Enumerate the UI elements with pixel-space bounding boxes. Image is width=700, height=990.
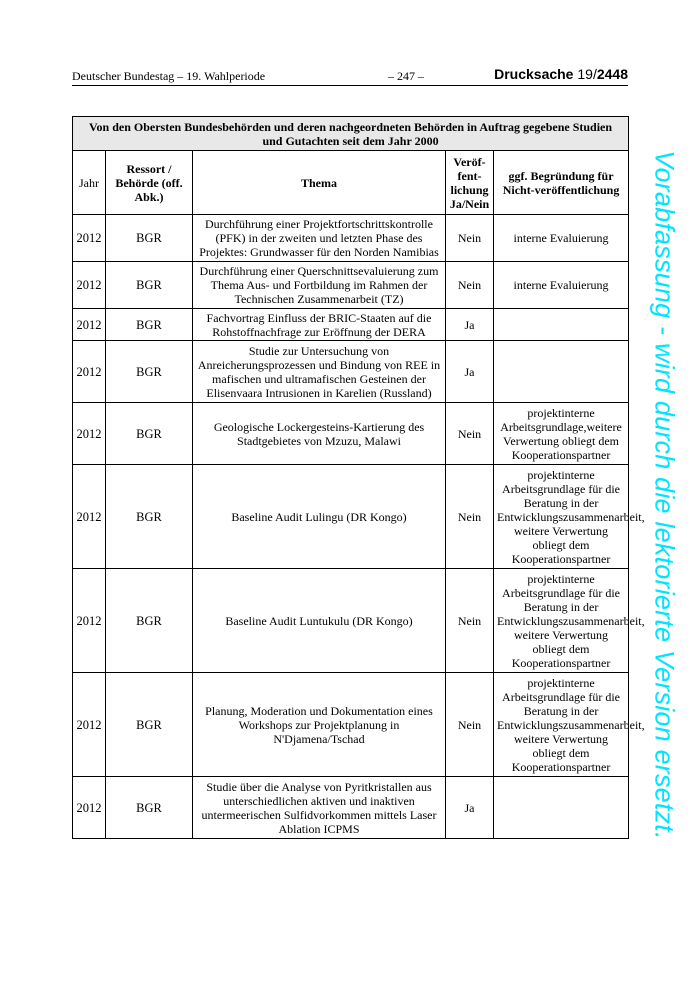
- cell-ressort: BGR: [106, 403, 193, 465]
- header-page-number: – 247 –: [388, 69, 424, 83]
- cell-begruendung: projektinterne Arbeitsgrundlage für die Beratung in der Entwicklungszusammenarbeit, weitere Verwertung obliegt dem Kooperationspartner: [494, 673, 629, 777]
- page-header: [72, 66, 628, 86]
- cell-begruendung: [494, 341, 629, 403]
- cell-begruendung: interne Evaluierung: [494, 262, 629, 309]
- cell-jahr: 2012: [73, 569, 106, 673]
- cell-jahr: 2012: [73, 262, 106, 309]
- col-header-ressort: Ressort / Behörde (off. Abk.): [106, 151, 193, 215]
- header-publication: Deutscher Bundestag – 19. Wahlperiode: [72, 69, 266, 83]
- cell-thema: Durchführung einer Projektfortschrittskontrolle (PFK) in der zweiten und letzten Phase des Projektes: Grundwasser für den Norden Namibias: [193, 215, 446, 262]
- cell-veroeffentlichung: Nein: [446, 673, 494, 777]
- drucksache-label: Drucksache: [494, 66, 574, 82]
- cell-ressort: BGR: [106, 215, 193, 262]
- header-drucksache: [494, 66, 628, 82]
- cell-jahr: 2012: [73, 341, 106, 403]
- drucksache-prefix: 19/: [577, 66, 597, 82]
- cell-thema: Planung, Moderation und Dokumentation eines Workshops zur Projektplanung in N'Djamena/Tschad: [193, 673, 446, 777]
- table-row: [73, 569, 629, 673]
- cell-ressort: BGR: [106, 465, 193, 569]
- cell-veroeffentlichung: Nein: [446, 465, 494, 569]
- cell-veroeffentlichung: Ja: [446, 777, 494, 839]
- cell-thema: Baseline Audit Luntukulu (DR Kongo): [193, 569, 446, 673]
- cell-jahr: 2012: [73, 309, 106, 341]
- cell-thema: Geologische Lockergesteins-Kartierung des Stadtgebietes von Mzuzu, Malawi: [193, 403, 446, 465]
- col-header-begruendung: ggf. Begründung für Nicht-veröffentlichung: [494, 151, 629, 215]
- table-row: [73, 262, 629, 309]
- header-rule: [72, 85, 628, 86]
- cell-begruendung: [494, 309, 629, 341]
- cell-veroeffentlichung: Nein: [446, 262, 494, 309]
- table-title: Von den Obersten Bundesbehörden und deren nachgeordneten Behörden in Auftrag gegebene Studien und Gutachten seit dem Jahr 2000: [73, 117, 629, 151]
- col-header-jahr: Jahr: [73, 151, 106, 215]
- cell-begruendung: projektinterne Arbeitsgrundlage,weitere Verwertung obliegt dem Kooperationspartner: [494, 403, 629, 465]
- table-title-row: [73, 117, 629, 151]
- table-row: [73, 777, 629, 839]
- cell-jahr: 2012: [73, 403, 106, 465]
- col-header-veroeffentlichung: Veröf-fent-lichung Ja/Nein: [446, 151, 494, 215]
- cell-thema: Studie über die Analyse von Pyritkristallen aus unterschiedlichen aktiven und inaktiven untermeerischen Sulfidvorkommen mittels Laser Ablation ICPMS: [193, 777, 446, 839]
- cell-ressort: BGR: [106, 341, 193, 403]
- table-row: [73, 309, 629, 341]
- cell-begruendung: interne Evaluierung: [494, 215, 629, 262]
- cell-ressort: BGR: [106, 777, 193, 839]
- cell-jahr: 2012: [73, 673, 106, 777]
- cell-ressort: BGR: [106, 569, 193, 673]
- cell-begruendung: projektinterne Arbeitsgrundlage für die Beratung in der Entwicklungszusammenarbeit, weitere Verwertung obliegt dem Kooperationspartner: [494, 569, 629, 673]
- table-row: [73, 673, 629, 777]
- cell-thema: Fachvortrag Einfluss der BRIC-Staaten auf die Rohstoffnachfrage zur Eröffnung der DERA: [193, 309, 446, 341]
- col-header-thema: Thema: [193, 151, 446, 215]
- table-row: [73, 465, 629, 569]
- table-row: [73, 403, 629, 465]
- cell-jahr: 2012: [73, 215, 106, 262]
- cell-ressort: BGR: [106, 262, 193, 309]
- cell-thema: Durchführung einer Querschnittsevaluierung zum Thema Aus- und Fortbildung im Rahmen der Technischen Zusammenarbeit (TZ): [193, 262, 446, 309]
- cell-ressort: BGR: [106, 673, 193, 777]
- cell-veroeffentlichung: Nein: [446, 569, 494, 673]
- cell-veroeffentlichung: Nein: [446, 403, 494, 465]
- draft-watermark: Vorabfassung - wird durch die lektorierte Version ersetzt.: [649, 150, 680, 840]
- table-row: [73, 215, 629, 262]
- cell-begruendung: [494, 777, 629, 839]
- drucksache-number: 2448: [596, 66, 628, 82]
- cell-ressort: BGR: [106, 309, 193, 341]
- cell-jahr: 2012: [73, 465, 106, 569]
- cell-jahr: 2012: [73, 777, 106, 839]
- table-row: [73, 341, 629, 403]
- table-header-row: [73, 151, 629, 215]
- cell-thema: Baseline Audit Lulingu (DR Kongo): [193, 465, 446, 569]
- cell-veroeffentlichung: Ja: [446, 341, 494, 403]
- cell-veroeffentlichung: Nein: [446, 215, 494, 262]
- studies-table: [72, 116, 645, 839]
- cell-veroeffentlichung: Ja: [446, 309, 494, 341]
- cell-thema: Studie zur Untersuchung von Anreicherungsprozessen und Bindung von REE in mafischen und ultramafischen Gesteinen der Elisenvaara Intrusionen in Karelien (Russland): [193, 341, 446, 403]
- cell-begruendung: projektinterne Arbeitsgrundlage für die Beratung in der Entwicklungszusammenarbeit, weitere Verwertung obliegt dem Kooperationspartner: [494, 465, 629, 569]
